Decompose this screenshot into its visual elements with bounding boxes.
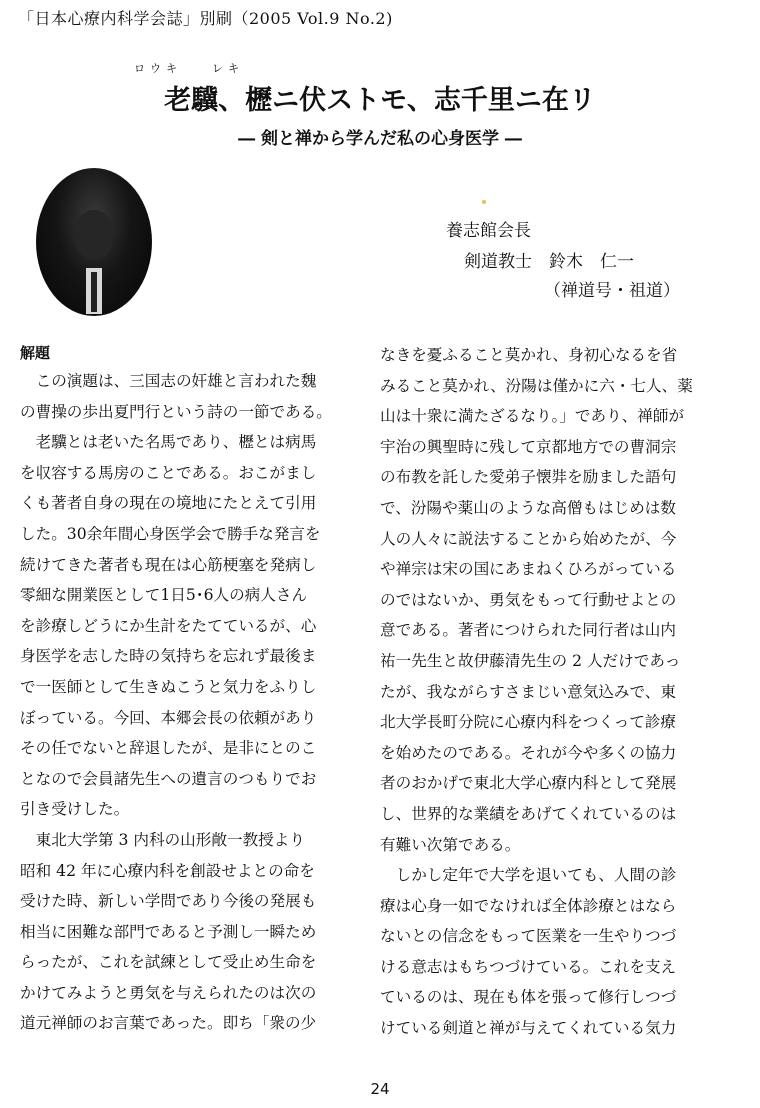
text-line: 相当に困難な部門であると予測し一瞬ため bbox=[20, 922, 317, 941]
text-line: 道元禅師のお言葉であった。即ち「衆の少 bbox=[20, 1014, 317, 1033]
text-line: けている剣道と禅が与えてくれている気力 bbox=[380, 1019, 677, 1038]
text-line: みること莫かれ、汾陽は僅かに六・七人、薬 bbox=[380, 376, 693, 395]
text-line: 祐一先生と故伊藤清先生の 2 人だけであっ bbox=[380, 651, 681, 670]
article-title: 老驥、櫪ニ伏ストモ、志千里ニ在リ bbox=[164, 85, 596, 116]
text-line: 療は心身一如でなければ全体診療とはなら bbox=[380, 896, 677, 915]
text-line: ないとの信念をもって医業を一生やりつづ bbox=[380, 927, 677, 946]
speck-mark bbox=[482, 200, 486, 204]
text-line: 老驥とは老いた名馬であり、櫪とは病馬 bbox=[20, 433, 317, 452]
text-line: らったが、これを試練として受止め生命を bbox=[20, 953, 317, 972]
text-line: 東北大学第 3 内科の山形敞一教授より bbox=[20, 830, 305, 849]
text-line: のではないか、勇気をもって行動せよとの bbox=[380, 590, 677, 609]
text-line: を診療しどうにか生計をたてているが、心 bbox=[20, 616, 317, 635]
text-line: ているのは、現在も体を張って修行しつづ bbox=[380, 988, 677, 1007]
text-line: の布教を託した愛弟子懐弉を励ました語句 bbox=[380, 468, 677, 487]
text-line: となので会員諸先生への遺言のつもりでお bbox=[20, 769, 317, 788]
text-line: かけてみようと勇気を与えられたのは次の bbox=[20, 983, 317, 1002]
text-line: ぼっている。今回、本郷会長の依頼があり bbox=[20, 708, 317, 727]
text-line: 昭和 42 年に心療内科を創設せよとの命を bbox=[20, 861, 315, 880]
author-zen-name: （禅道号・祖道） bbox=[544, 281, 680, 301]
text-line: 北大学長町分院に心療内科をつくって診療 bbox=[380, 713, 676, 732]
text-line: を始めたのである。それが今や多くの協力 bbox=[380, 743, 677, 762]
article-subtitle: ― 剣と禅から学んだ私の心身医学 ― bbox=[238, 129, 522, 149]
left-column bbox=[20, 340, 342, 1039]
title-ruby-reki: レキ bbox=[212, 62, 244, 75]
text-line: この演題は、三国志の奸雄と言われた魏 bbox=[20, 372, 317, 390]
text-line: なきを憂ふること莫かれ、身初心なるを省 bbox=[380, 346, 678, 364]
text-line: 宇治の興聖時に残して京都地方での曹洞宗 bbox=[380, 437, 677, 456]
text-line: 意である。著者につけられた同行者は山内 bbox=[380, 621, 676, 640]
text-line: 山は十衆に満たざるなり。」であり、禅師が bbox=[380, 407, 685, 426]
text-line: を収容する馬房のことである。おこがまし bbox=[20, 463, 317, 482]
text-line: たが、我ながらすさまじい意気込みで、東 bbox=[380, 682, 676, 701]
text-line: しかし定年で大学を退いても、人間の診 bbox=[380, 866, 677, 885]
text-line: で、汾陽や薬山のような高僧もはじめは数 bbox=[380, 498, 676, 517]
page-number: 24 bbox=[370, 1080, 390, 1098]
right-column bbox=[380, 340, 702, 1044]
text-line: くも著者自身の現在の境地にたとえて引用 bbox=[20, 494, 317, 513]
text-line: し、世界的な業績をあげてくれているのは bbox=[380, 804, 677, 823]
section-heading: 解題 bbox=[20, 344, 51, 362]
text-line: 身医学を志した時の気持ちを忘れず最後ま bbox=[20, 647, 317, 666]
author-affiliation: 養志館会長 bbox=[446, 221, 531, 241]
journal-header: 「日本心療内科学会誌」別刷（2005 Vol.9 No.2) bbox=[18, 9, 393, 28]
text-line: その任でないと辞退したが、是非にとのこ bbox=[20, 739, 317, 758]
author-name: 剣道教士 鈴木 仁一 bbox=[464, 252, 634, 272]
text-line: で一医師として生きぬこうと気力をふりし bbox=[20, 677, 317, 696]
title-ruby-rouki: ロウキ bbox=[134, 62, 182, 75]
text-line: 者のおかげで東北大学心療内科として発展 bbox=[380, 774, 677, 793]
text-line: した。30余年間心身医学会で勝手な発言を bbox=[20, 524, 321, 543]
text-line: 人の人々に説法することから始めたが、今 bbox=[380, 529, 677, 548]
text-line: の曹操の歩出夏門行という詩の一節である。 bbox=[20, 402, 332, 421]
text-line: ける意志はもちつづけている。これを支え bbox=[380, 957, 677, 976]
text-line: 有難い次第である。 bbox=[380, 835, 521, 854]
text-line: 引き受けした。 bbox=[20, 800, 130, 819]
text-line: 零細な開業医として1日5･6人の病人さん bbox=[20, 586, 308, 605]
author-photo bbox=[36, 168, 152, 316]
text-line: 続けてきた著者も現在は心筋梗塞を発病し bbox=[20, 555, 317, 574]
text-line: 受けた時、新しい学問であり今後の発展も bbox=[20, 892, 317, 911]
text-line: や禅宗は宋の国にあまねくひろがっている bbox=[380, 560, 677, 579]
